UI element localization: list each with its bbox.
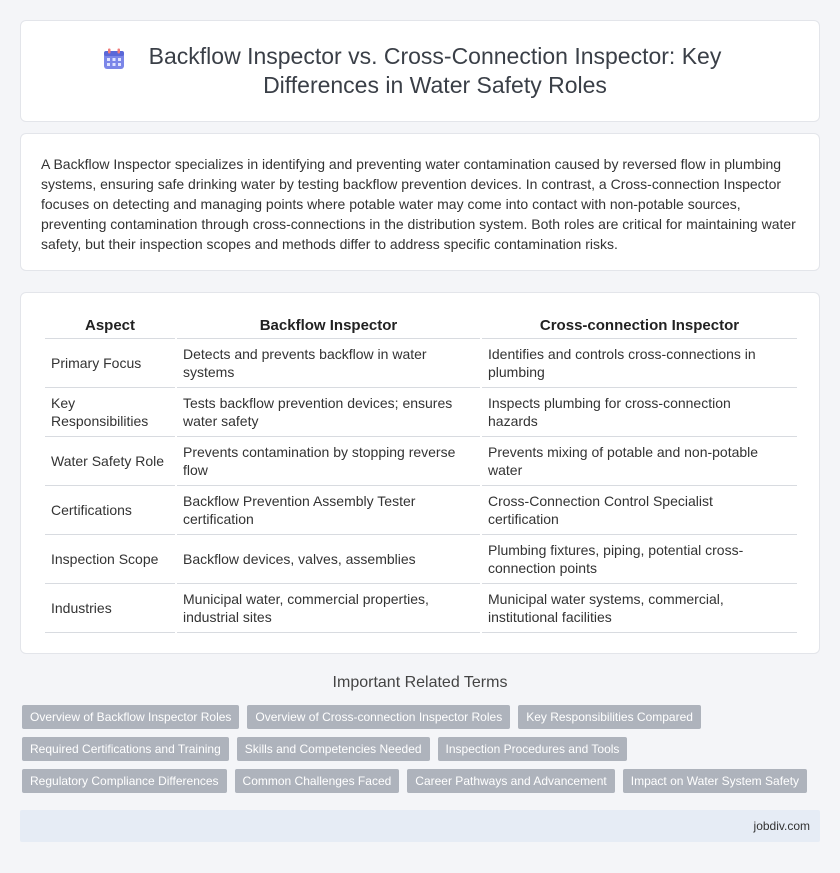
table-row xyxy=(45,486,797,535)
table-row xyxy=(45,388,797,437)
table-cell-backflow: Tests backflow prevention devices; ensures water safety xyxy=(177,388,480,437)
related-term-tag[interactable]: Career Pathways and Advancement xyxy=(407,769,614,793)
table-cell-cross-connection: Inspects plumbing for cross-connection hazards xyxy=(482,388,797,437)
related-term-tag[interactable]: Overview of Backflow Inspector Roles xyxy=(22,705,239,729)
related-term-tag[interactable]: Required Certifications and Training xyxy=(22,737,229,761)
footer-bar xyxy=(20,810,820,842)
table-cell-backflow: Prevents contamination by stopping reverse flow xyxy=(177,437,480,486)
comparison-table xyxy=(43,313,799,633)
table-row xyxy=(45,535,797,584)
table-cell-backflow: Municipal water, commercial properties, industrial sites xyxy=(177,584,480,633)
table-cell-cross-connection: Plumbing fixtures, piping, potential cross-connection points xyxy=(482,535,797,584)
table-cell-aspect: Inspection Scope xyxy=(45,535,175,584)
related-term-tag[interactable]: Overview of Cross-connection Inspector Roles xyxy=(247,705,510,729)
intro-paragraph: A Backflow Inspector specializes in identifying and preventing water contamination caused by reversed flow in plumbing systems, ensuring safe drinking water by testing backflow prevention devices. In contrast, a Cross-connection Inspector focuses on detecting and managing points where potable water may come into contact with non-potable sources, preventing contamination through cross-connections in the distribution system. Both roles are critical for maintaining water safety, but their inspection scopes and methods differ to address specific contamination risks. xyxy=(41,156,796,252)
intro-card xyxy=(20,133,820,271)
related-terms-list xyxy=(22,705,812,793)
comparison-card xyxy=(20,292,820,654)
table-cell-aspect: Water Safety Role xyxy=(45,437,175,486)
table-cell-aspect: Industries xyxy=(45,584,175,633)
table-row xyxy=(45,584,797,633)
related-term-tag[interactable]: Skills and Competencies Needed xyxy=(237,737,430,761)
page-title: Backflow Inspector vs. Cross-Connection Inspector: Key Differences in Water Safety Roles xyxy=(148,43,722,98)
table-cell-cross-connection: Identifies and controls cross-connections in plumbing xyxy=(482,339,797,388)
table-row xyxy=(45,437,797,486)
column-header-aspect: Aspect xyxy=(45,313,175,339)
title-card xyxy=(20,20,820,122)
table-cell-cross-connection: Cross-Connection Control Specialist certification xyxy=(482,486,797,535)
table-cell-cross-connection: Prevents mixing of potable and non-potable water xyxy=(482,437,797,486)
related-terms-heading: Important Related Terms xyxy=(332,674,508,691)
related-term-tag[interactable]: Regulatory Compliance Differences xyxy=(22,769,227,793)
table-cell-cross-connection: Municipal water systems, commercial, institutional facilities xyxy=(482,584,797,633)
table-cell-backflow: Detects and prevents backflow in water systems xyxy=(177,339,480,388)
related-term-tag[interactable]: Common Challenges Faced xyxy=(235,769,400,793)
table-cell-backflow: Backflow devices, valves, assemblies xyxy=(177,535,480,584)
table-row xyxy=(45,339,797,388)
related-term-tag[interactable]: Impact on Water System Safety xyxy=(623,769,807,793)
column-header-backflow: Backflow Inspector xyxy=(177,313,480,339)
table-cell-aspect: Certifications xyxy=(45,486,175,535)
related-term-tag[interactable]: Inspection Procedures and Tools xyxy=(438,737,628,761)
table-cell-aspect: Primary Focus xyxy=(45,339,175,388)
column-header-cross-connection: Cross-connection Inspector xyxy=(482,313,797,339)
related-term-tag[interactable]: Key Responsibilities Compared xyxy=(518,705,701,729)
table-cell-aspect: Key Responsibilities xyxy=(45,388,175,437)
table-cell-backflow: Backflow Prevention Assembly Tester certification xyxy=(177,486,480,535)
table-header-row xyxy=(45,313,797,339)
footer-site-link[interactable]: jobdiv.com xyxy=(753,819,810,833)
